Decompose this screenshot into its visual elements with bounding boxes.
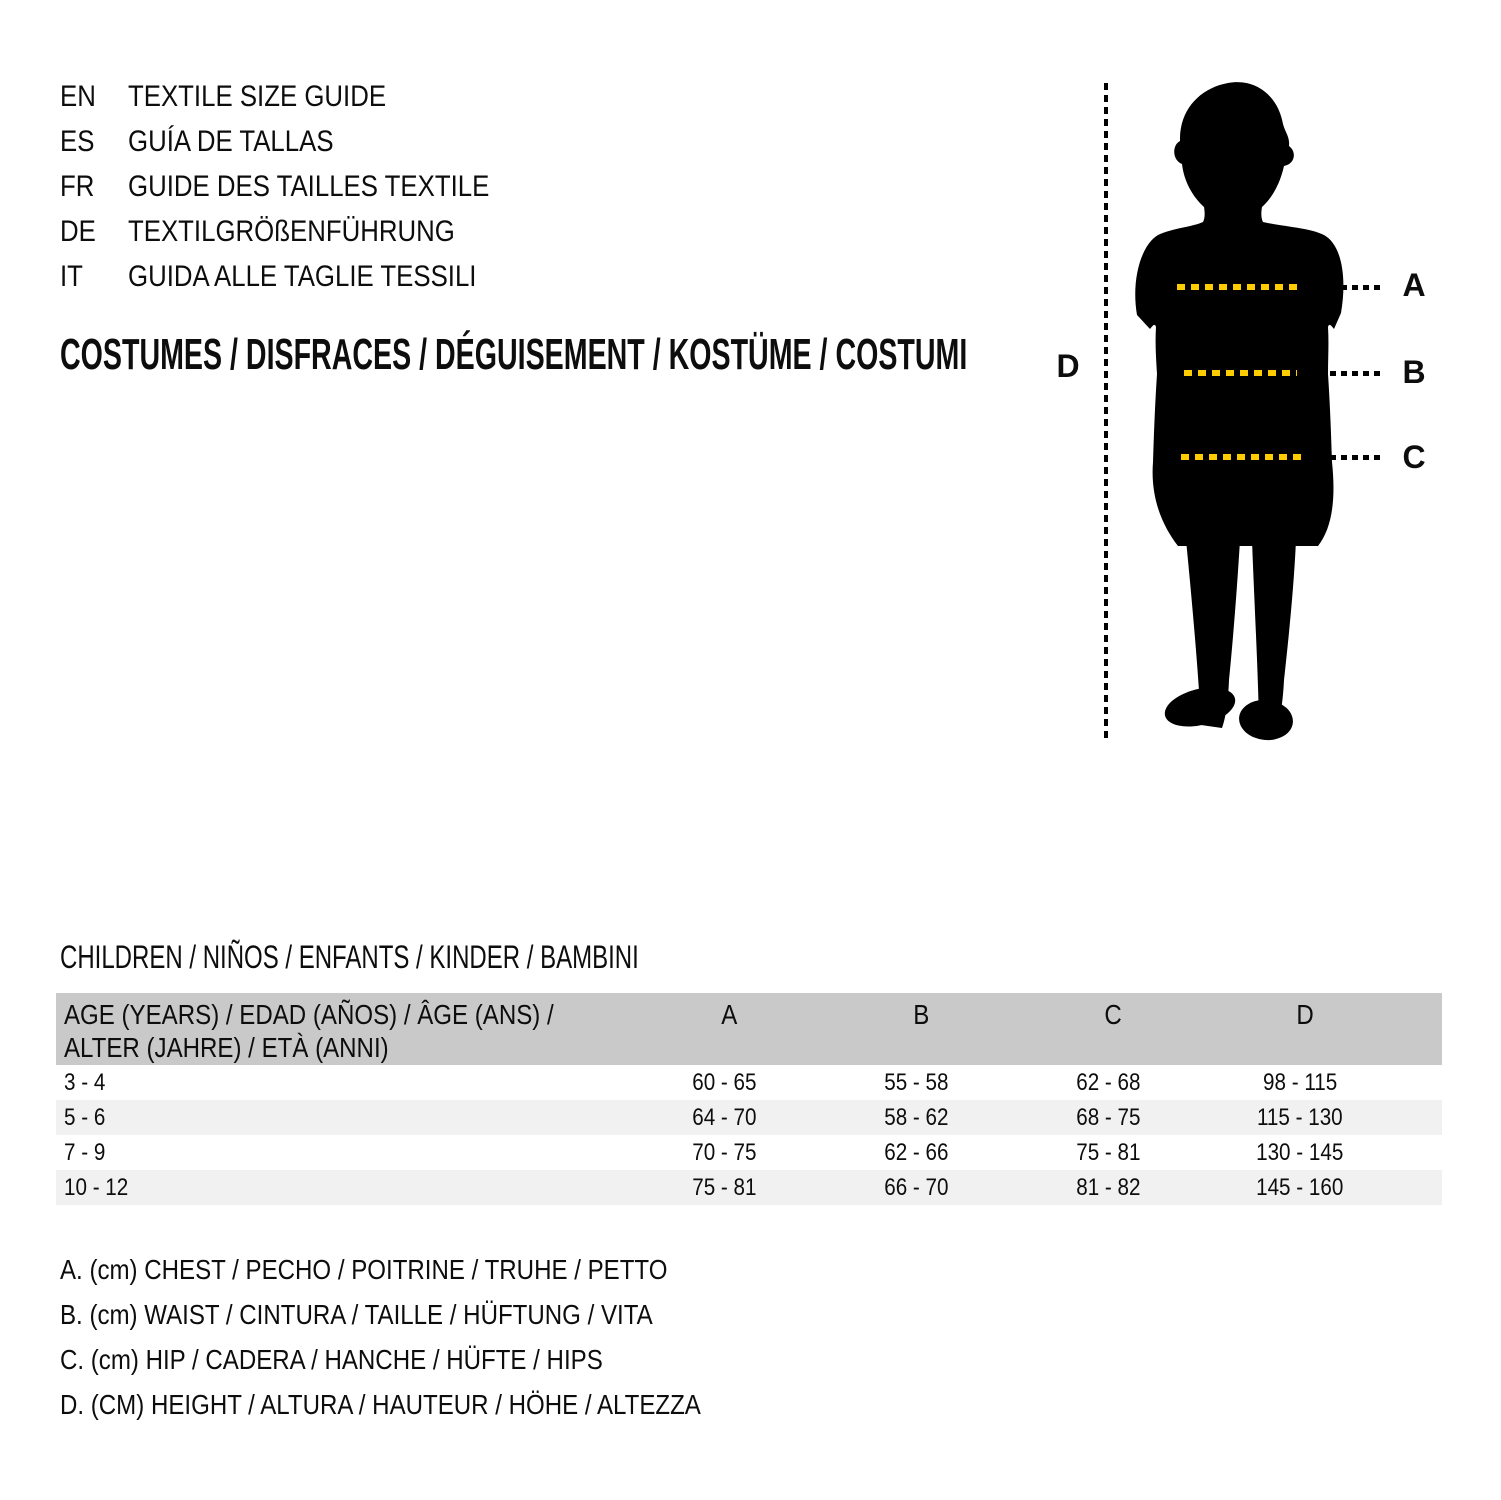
- column-header-c: C: [1104, 999, 1123, 1030]
- language-label: GUIDE DES TAILLES TEXTILE: [128, 170, 490, 203]
- waist-cell: 62 - 66: [883, 1139, 949, 1166]
- hip-measure-line: [1181, 454, 1306, 460]
- language-code: ES: [60, 125, 95, 158]
- table-row: [56, 1065, 1442, 1100]
- measurement-legend: [60, 1247, 805, 1427]
- legend-height: D. (CM) HEIGHT / ALTURA / HAUTEUR / HÖHE / ALTEZZA: [60, 1389, 701, 1420]
- column-header-b: B: [913, 999, 930, 1030]
- hip-cell: 62 - 68: [1075, 1069, 1141, 1096]
- chest-measure-line: [1177, 284, 1303, 290]
- language-row-it: [60, 254, 548, 299]
- height-cell: 130 - 145: [1256, 1139, 1344, 1166]
- legend-hip: C. (cm) HIP / CADERA / HANCHE / HÜFTE / HIPS: [60, 1344, 603, 1375]
- column-header-a: A: [721, 999, 738, 1030]
- measure-label-b: B: [1402, 354, 1426, 390]
- waist-cell: 66 - 70: [883, 1174, 949, 1201]
- age-cell: 7 - 9: [64, 1139, 106, 1166]
- height-measure-dashed-line: [1104, 83, 1108, 743]
- language-label: TEXTILGRÖßENFÜHRUNG: [128, 215, 455, 248]
- hip-cell: 81 - 82: [1075, 1174, 1141, 1201]
- table-title: CHILDREN / NIÑOS / ENFANTS / KINDER / BAMBINI: [60, 939, 639, 975]
- measure-label-d: D: [1056, 348, 1080, 384]
- legend-chest: A. (cm) CHEST / PECHO / POITRINE / TRUHE / PETTO: [60, 1254, 668, 1285]
- table-row: [56, 1100, 1442, 1135]
- chest-connector-line: [1330, 285, 1384, 290]
- hip-connector-line: [1330, 455, 1382, 460]
- table-row: [56, 1170, 1442, 1205]
- age-header-cell: AGE (YEARS) / EDAD (AÑOS) / ÂGE (ANS) / ALTER (JAHRE) / ETÀ (ANNI): [64, 999, 554, 1063]
- hip-cell: 75 - 81: [1075, 1139, 1141, 1166]
- height-cell: 145 - 160: [1256, 1174, 1344, 1201]
- age-cell: 10 - 12: [64, 1174, 129, 1201]
- height-cell: 98 - 115: [1262, 1069, 1338, 1096]
- table-row: [56, 1135, 1442, 1170]
- category-heading: COSTUMES / DISFRACES / DÉGUISEMENT / KOSTÜME / COSTUMI: [60, 330, 968, 379]
- height-cell: 115 - 130: [1257, 1104, 1343, 1131]
- table-header-row: [56, 993, 1442, 1065]
- chest-cell: 64 - 70: [691, 1104, 757, 1131]
- children-size-table: [56, 993, 1442, 1205]
- language-code: IT: [60, 260, 83, 293]
- column-header-d: D: [1296, 999, 1315, 1030]
- waist-cell: 58 - 62: [883, 1104, 949, 1131]
- age-cell: 5 - 6: [64, 1104, 106, 1131]
- measure-label-c: C: [1402, 439, 1426, 475]
- language-code: DE: [60, 215, 96, 248]
- chest-cell: 70 - 75: [691, 1139, 757, 1166]
- waist-connector-line: [1330, 371, 1384, 376]
- language-code: EN: [60, 80, 96, 113]
- chest-cell: 75 - 81: [691, 1174, 757, 1201]
- language-label: GUÍA DE TALLAS: [128, 125, 334, 158]
- language-list: [60, 74, 548, 299]
- hip-cell: 68 - 75: [1075, 1104, 1141, 1131]
- language-row-en: [60, 74, 548, 119]
- chest-cell: 60 - 65: [691, 1069, 757, 1096]
- waist-cell: 55 - 58: [883, 1069, 949, 1096]
- language-row-es: [60, 119, 548, 164]
- legend-waist: B. (cm) WAIST / CINTURA / TAILLE / HÜFTUNG / VITA: [60, 1299, 653, 1330]
- language-label: GUIDA ALLE TAGLIE TESSILI: [128, 260, 477, 293]
- measure-label-a: A: [1402, 267, 1426, 303]
- child-silhouette: [1128, 80, 1384, 748]
- language-row-de: [60, 209, 548, 254]
- language-label: TEXTILE SIZE GUIDE: [128, 80, 387, 113]
- waist-measure-line: [1184, 370, 1297, 376]
- language-code: FR: [60, 170, 95, 203]
- age-cell: 3 - 4: [64, 1069, 106, 1096]
- language-row-fr: [60, 164, 548, 209]
